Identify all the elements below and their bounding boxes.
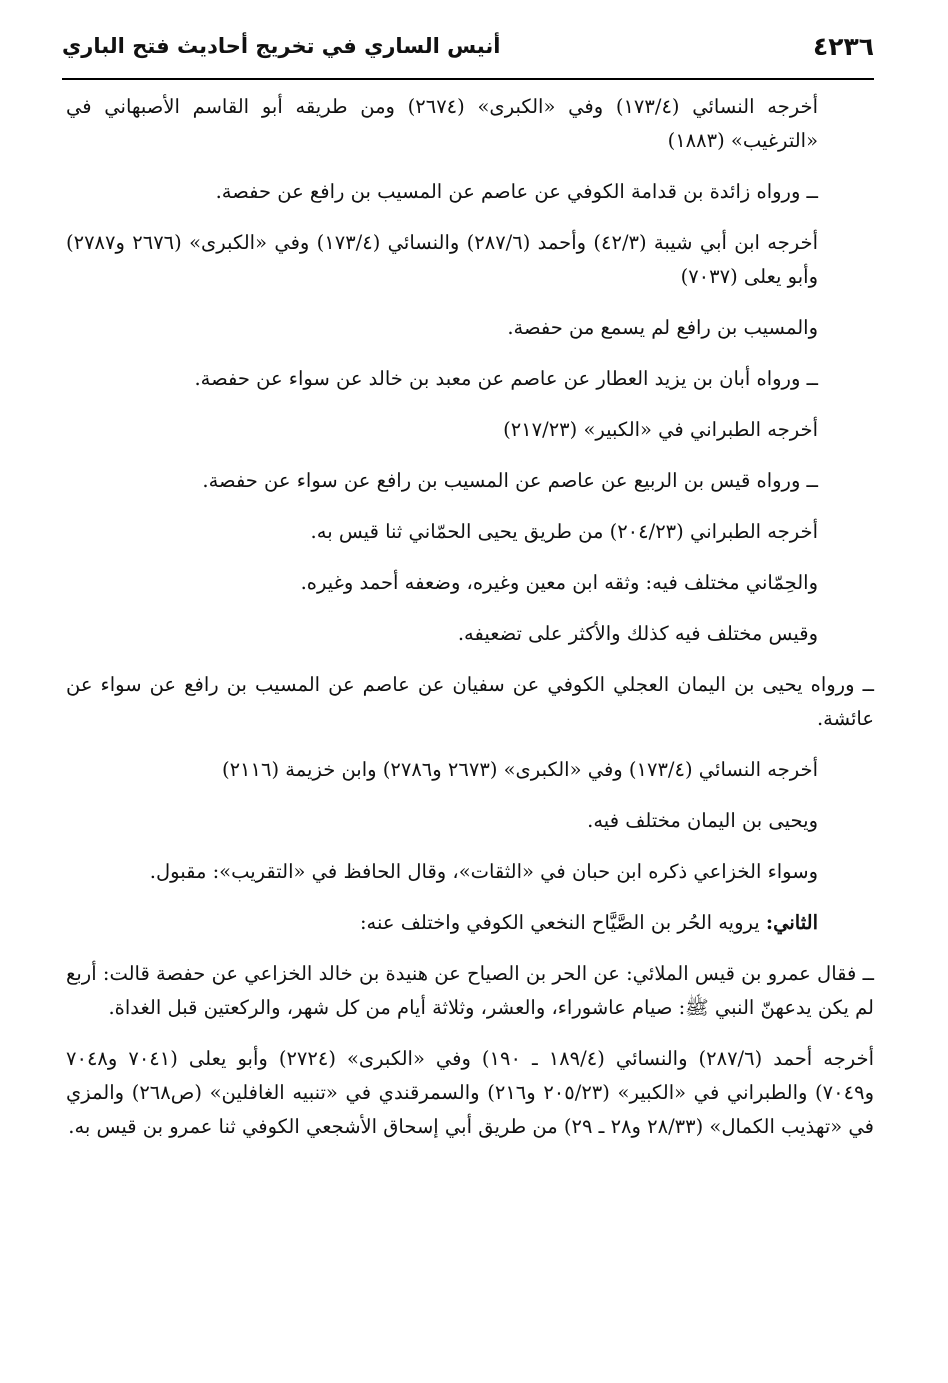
paragraph: والحِمّاني مختلف فيه: وثقه ابن معين وغيره، وضعفه أحمد وغيره. (300, 571, 818, 594)
paragraph: أخرجه الطبراني في «الكبير» (٢١٧/٢٣) (503, 418, 818, 441)
paragraph: ــ ورواه قيس بن الربيع عن عاصم عن المسيب بن رافع عن سواء عن حفصة. (202, 469, 818, 492)
paragraph: ويحيى بن اليمان مختلف فيه. (587, 809, 818, 832)
paragraph: ــ ورواه يحيى بن اليمان العجلي الكوفي عن سفيان عن عاصم عن المسيب بن رافع عن سواء عن عائشة. (66, 673, 874, 730)
paragraph: أخرجه ابن أبي شيبة (٤٢/٣) وأحمد (٢٨٧/٦) والنسائي (١٧٣/٤) وفي «الكبرى» (٢٦٧٦ و٢٧٨٧) وأبو يعلى (٧٠٣٧) (66, 231, 818, 288)
paragraph: الثاني: يرويه الحُر بن الصَّيَّاح النخعي الكوفي واختلف عنه: (359, 911, 818, 934)
paragraph: وسواء الخزاعي ذكره ابن حبان في «الثقات»، وقال الحافظ في «التقريب»: مقبول. (149, 860, 818, 883)
paragraph: ــ ورواه زائدة بن قدامة الكوفي عن عاصم عن المسيب بن رافع عن حفصة. (215, 180, 818, 203)
paragraph: أخرجه الطبراني (٢٠٤/٢٣) من طريق يحيى الحمّاني ثنا قيس به. (310, 520, 818, 543)
paragraph: ــ ورواه أبان بن يزيد العطار عن عاصم عن معبد بن خالد عن سواء عن حفصة. (194, 367, 818, 390)
paragraph: وقيس مختلف فيه كذلك والأكثر على تضعيفه. (457, 622, 818, 645)
paragraph: أخرجه أحمد (٢٨٧/٦) والنسائي (١٨٩/٤ ـ ١٩٠) وفي «الكبرى» (٢٧٢٤) وأبو يعلى (٧٠٤١ و٧٠٤٨ و٧٠٤٩) والطبراني في «الكبير» (٢٠٥/٢٣ و٢١٦) والسمرقندي في «تنبيه الغافلين» (ص٢٦٨) والمزي في «تهذيب الكمال» (٢٨/٣٣ و٢٨ ـ ٢٩) من طريق أبي إسحاق الأشجعي الكوفي ثنا عمرو بن قيس به. (66, 1047, 874, 1138)
page-header (62, 30, 874, 74)
page-number: ٤٢٣٦ (812, 32, 874, 61)
paragraph: ــ فقال عمرو بن قيس الملائي: عن الحر بن الصياح عن هنيدة بن خالد الخزاعي عن حفصة قالت: أربع لم يكن يدعهنّ النبي ﷺ: صيام عاشوراء، والعشر، وثلاثة أيام من كل شهر، والركعتين قبل الغداة. (66, 962, 874, 1019)
header-rule (62, 78, 874, 80)
paragraph: أخرجه النسائي (١٧٣/٤) وفي «الكبرى» (٢٦٧٣ و٢٧٨٦) وابن خزيمة (٢١١٦) (221, 758, 818, 781)
page-body (66, 90, 874, 1161)
paragraph: والمسيب بن رافع لم يسمع من حفصة. (507, 316, 818, 339)
paragraph: أخرجه النسائي (١٧٣/٤) وفي «الكبرى» (٢٦٧٤) ومن طريقه أبو القاسم الأصبهاني في «الترغيب» (١٨٨٣) (66, 95, 818, 152)
section-lead: الثاني: (765, 911, 818, 934)
book-title: أنيس الساري في تخريج أحاديث فتح الباري (62, 34, 501, 58)
